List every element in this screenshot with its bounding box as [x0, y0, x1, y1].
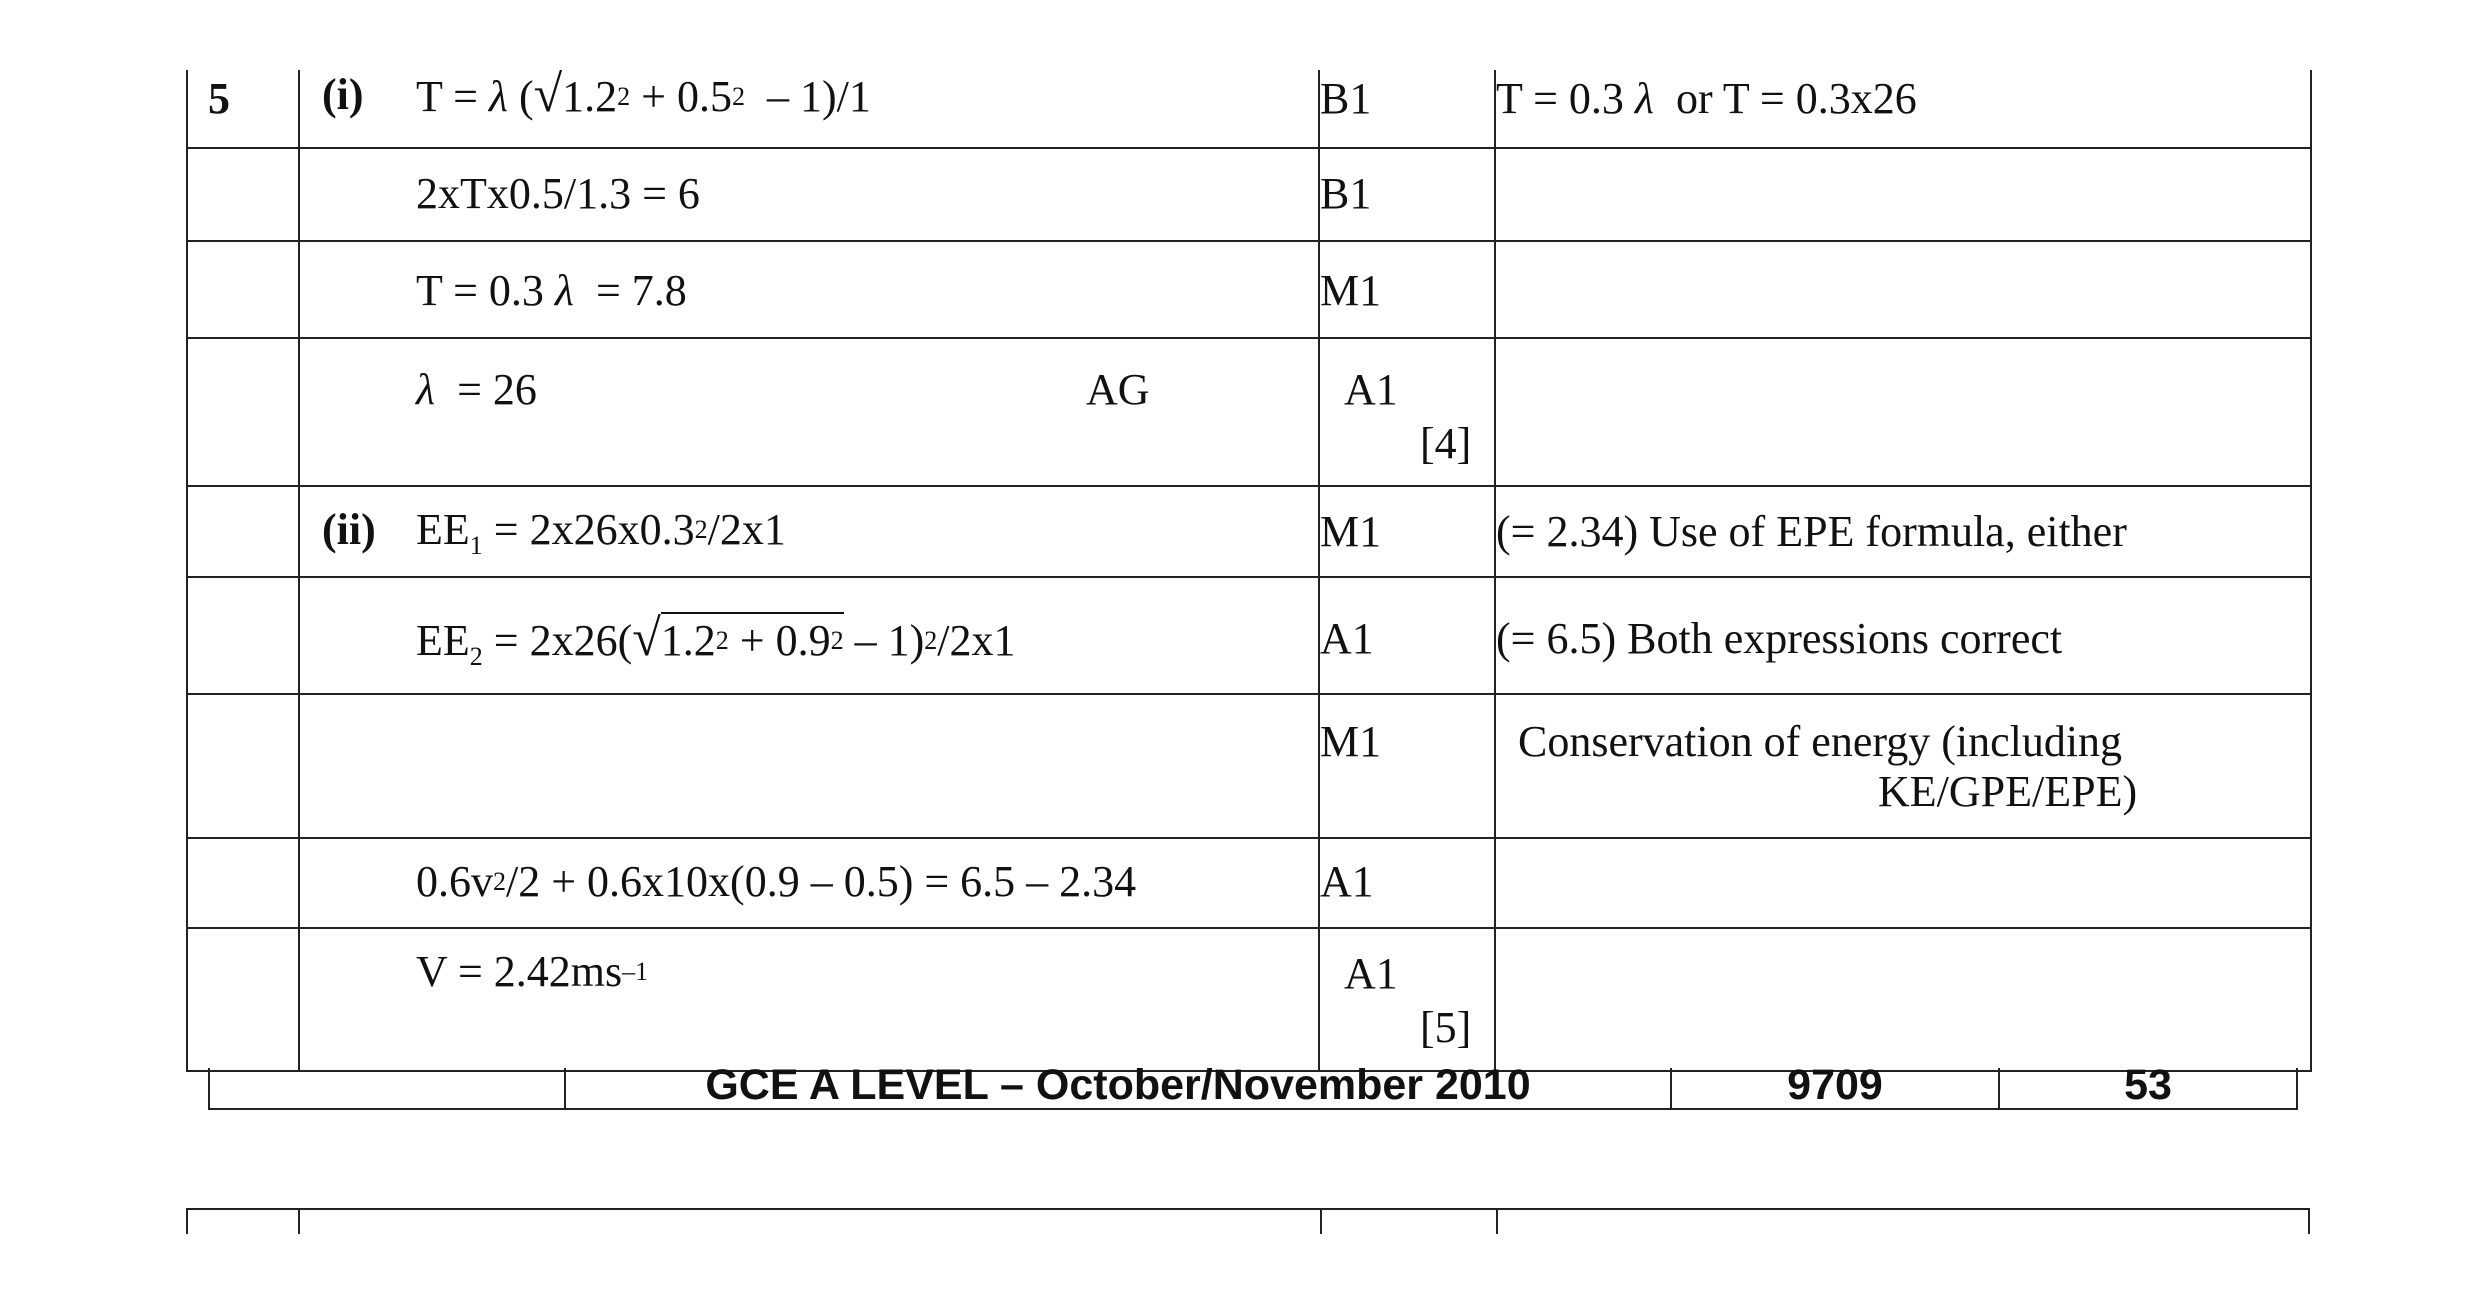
- table-row: [187, 338, 2311, 486]
- mark-code: B1: [1319, 70, 1495, 148]
- guidance-empty: [1495, 838, 2311, 928]
- table-row: [187, 838, 2311, 928]
- mark-code: A1: [1344, 949, 1398, 998]
- footer-syllabus-code: 9709: [1671, 1068, 1999, 1109]
- table-row: [187, 70, 2311, 148]
- mark-code: A1: [1319, 577, 1495, 694]
- working-cell: [299, 577, 1319, 694]
- working-cell: [299, 148, 1319, 241]
- working-text: T = λ $(√1.2^2 + 0.5^2 - 1)/1$: [416, 66, 871, 123]
- guidance-text: (= 2.34) Use of EPE formula, either: [1495, 486, 2311, 577]
- mark-code: M1: [1319, 486, 1495, 577]
- guidance-text: T = 0.3 λ or T = 0.3x26: [1495, 70, 2311, 148]
- guidance-empty: [1495, 338, 2311, 486]
- guidance-empty: [1495, 148, 2311, 241]
- table-row: [187, 148, 2311, 241]
- part-total: [5]: [1420, 1003, 1472, 1052]
- mark-code: M1: [1319, 694, 1495, 838]
- working-text: T = 0.3 λ = 7.8: [416, 266, 687, 315]
- next-table-top-edge: [186, 1208, 2310, 1234]
- question-number-empty: [187, 694, 299, 838]
- working-cell: [299, 486, 1319, 577]
- question-number-empty: [187, 928, 299, 1071]
- guidance-empty: [1495, 241, 2311, 338]
- footer-exam-title: GCE A LEVEL – October/November 2010: [565, 1068, 1671, 1109]
- working-cell: [299, 928, 1319, 1071]
- answer-given-note: AG: [1086, 365, 1150, 414]
- working-cell: [299, 338, 1319, 486]
- footer-paper-number: 53: [1999, 1068, 2297, 1109]
- question-number-empty: [187, 486, 299, 577]
- working-text: $EE_1 = 2x26x0.3^2/2x1$: [416, 505, 786, 560]
- table-row: [187, 928, 2311, 1071]
- page-footer: [208, 1061, 2298, 1110]
- mark-scheme-table: [186, 66, 2312, 1072]
- part-label: (ii): [322, 505, 376, 554]
- working-text: $V = 2.42ms^{-1}$: [416, 947, 649, 996]
- table-row: [187, 577, 2311, 694]
- question-number-empty: [187, 577, 299, 694]
- table-row: [187, 241, 2311, 338]
- mark-cell: [1319, 928, 1495, 1071]
- working-text: $0.6v^2/2 + 0.6x10x(0.9 - 0.5) = 6.5 - 2.34$: [416, 857, 1137, 906]
- mark-code: B1: [1319, 148, 1495, 241]
- question-number-empty: [187, 338, 299, 486]
- part-total: [4]: [1420, 419, 1472, 468]
- working-text: λ = 26: [416, 365, 537, 414]
- question-number: 5: [187, 70, 299, 148]
- guidance-text-line2: KE/GPE/EPE): [1878, 767, 2138, 816]
- guidance-text: (= 6.5) Both expressions correct: [1495, 577, 2311, 694]
- question-number-empty: [187, 241, 299, 338]
- working-text: $EE_2 = 2x26(√1.2^2 + 0.9^2 - 1)^2/2x1$: [416, 610, 1016, 671]
- table-row: [187, 694, 2311, 838]
- mark-cell: [1319, 338, 1495, 486]
- question-number-empty: [187, 148, 299, 241]
- footer-cell-blank: [209, 1068, 565, 1109]
- guidance-text: Conservation of energy (including: [1518, 717, 2123, 766]
- working-cell: [299, 66, 1319, 148]
- part-label: (i): [322, 70, 364, 119]
- mark-code: M1: [1319, 241, 1495, 338]
- guidance-empty: [1495, 928, 2311, 1071]
- question-number-empty: [187, 838, 299, 928]
- working-empty: [299, 694, 1319, 838]
- mark-code: A1: [1344, 365, 1398, 414]
- working-cell: [299, 241, 1319, 338]
- guidance-cell: [1495, 694, 2311, 838]
- table-row: [187, 486, 2311, 577]
- working-cell: [299, 838, 1319, 928]
- mark-code: A1: [1319, 838, 1495, 928]
- working-text: 2xTx0.5/1.3 = 6: [416, 169, 700, 218]
